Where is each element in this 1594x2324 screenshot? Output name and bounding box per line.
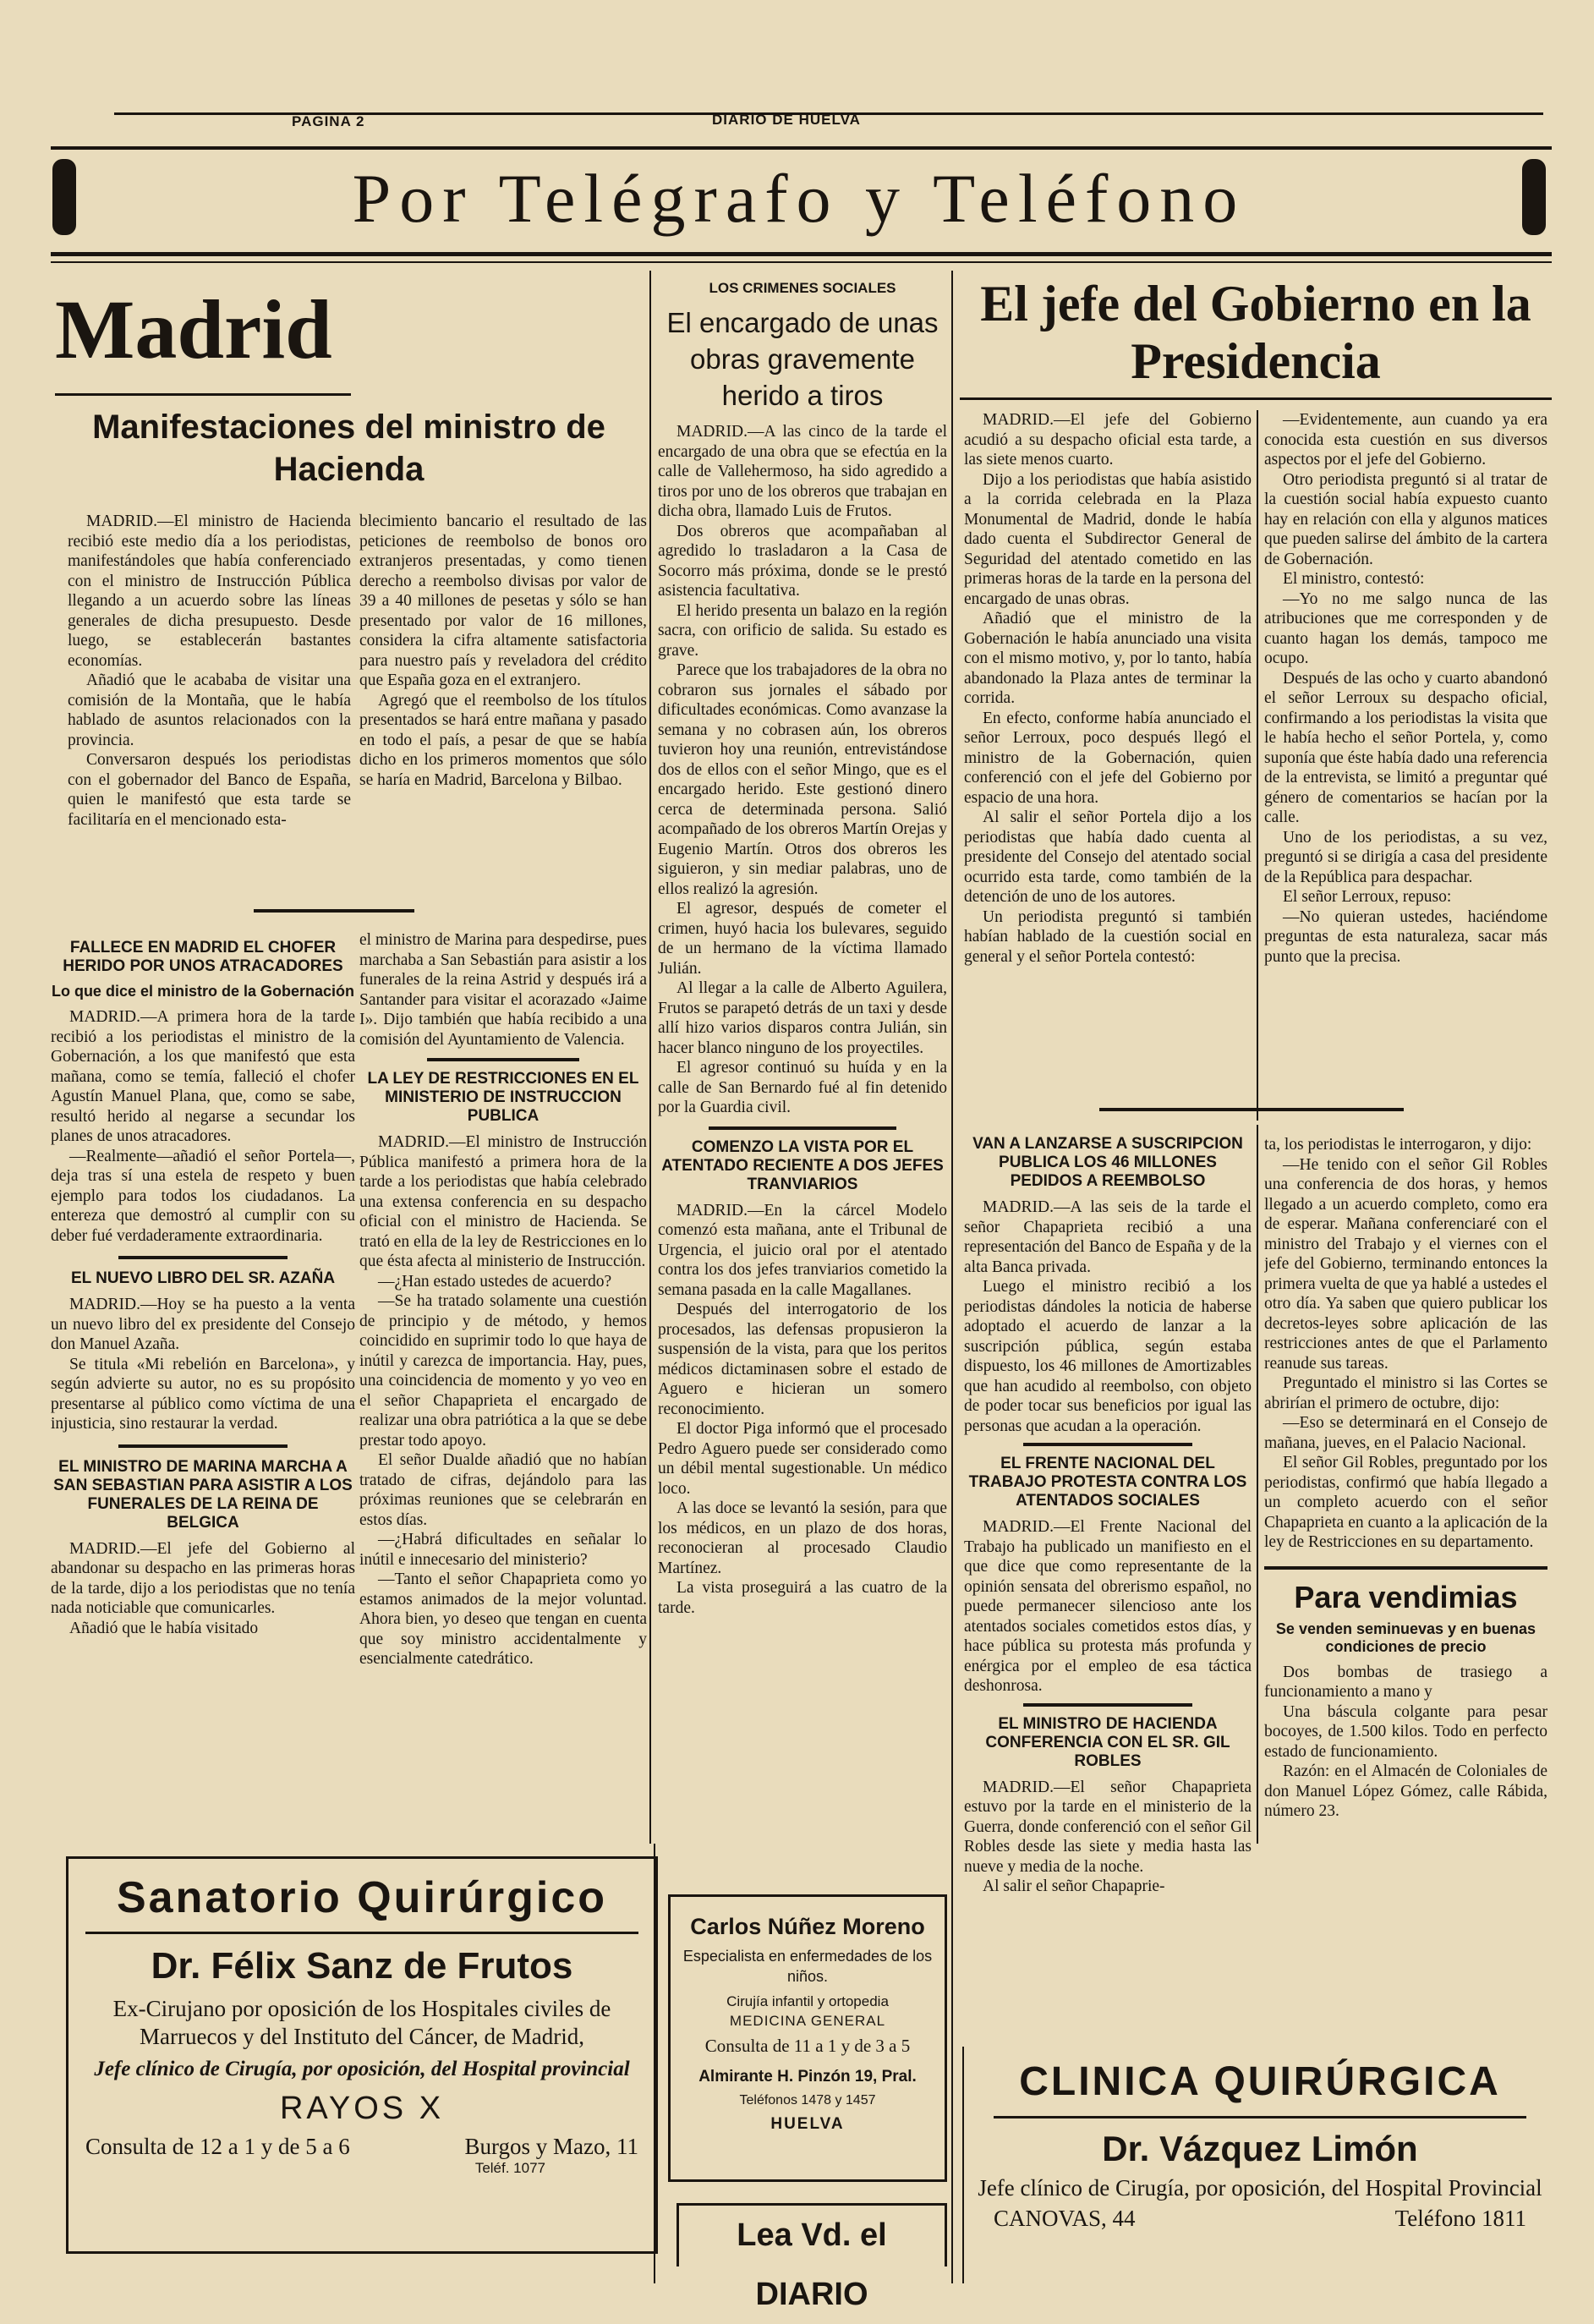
hacienda-body bbox=[964, 1778, 1252, 1897]
vista-body bbox=[658, 1201, 947, 1619]
paragraph: —¿Habrá dificultades en señalar lo inútil e innecesario del ministerio? bbox=[359, 1531, 647, 1569]
paragraph: blecimiento bancario el resultado de las peticiones de reembolso de bonos oro extranjeros presentadas, y como tienen derecho a reembolso divisas por valor de 39 a 40 millones de pesetas y sólo se han presentado por valor de 16 millones, considera la cifra altamente satisfactoria para nuestro país y reveladora del crédito que España goza en el extranjero. bbox=[359, 512, 647, 689]
sanatorio-address: Burgos y Mazo, 11 bbox=[464, 2134, 638, 2159]
paragraph: El agresor continuó su huída y en la calle de San Bernardo fué al fin detenido por la Guardia civil. bbox=[658, 1059, 947, 1116]
page-number: PAGINA 2 bbox=[292, 113, 365, 129]
clinica-address: CANOVAS, 44 bbox=[994, 2206, 1136, 2231]
paragraph: Al salir el señor Chapaprie- bbox=[983, 1877, 1165, 1895]
paragraph: Se titula «Mi rebelión en Barcelona», y según advierte su autor, no es su propósito presentarse al público como víctima de una injusticia, sino restaurar la verdad. bbox=[51, 1355, 355, 1433]
vista-headline: COMENZO LA VISTA POR EL ATENTADO RECIENTE A DOS JEFES TRANVIARIOS bbox=[661, 1137, 944, 1193]
sanatorio-phone: Teléf. 1077 bbox=[474, 2160, 545, 2176]
paragraph: Dijo a los periodistas que había asistido a la corrida celebrada en la Plaza Monumental de Madrid, donde le había dado cuenta el Subdirector General de Seguridad del atentado cometido en las primeras horas de la tarde en la persona del encargado de unas obras. bbox=[964, 470, 1252, 608]
chofer-body bbox=[51, 1007, 355, 1246]
paragraph: MADRID.—Hoy se ha puesto a la venta un nuevo libro del ex presidente del Consejo don Manuel Azaña. bbox=[51, 1296, 355, 1353]
vendimias-title: Para vendimias bbox=[1294, 1579, 1518, 1614]
madrid-col2 bbox=[359, 512, 647, 884]
madrid-col1 bbox=[68, 512, 351, 884]
newspaper-name: DIARIO DE HUELVA bbox=[712, 112, 861, 128]
chofer-subheadline: Lo que dice el ministro de la Gobernación bbox=[51, 983, 355, 1000]
clinica-title: CLINICA QUIRÚRGICA bbox=[1019, 2059, 1501, 2104]
nunez-specialty: Especialista en enfermedades de los niños. bbox=[682, 1948, 933, 1985]
nunez-phones: Teléfonos 1478 y 1457 bbox=[739, 2093, 876, 2107]
sanatorio-hours: Consulta de 12 a 1 y de 5 a 6 bbox=[85, 2134, 350, 2159]
jefe-col2 bbox=[1264, 410, 1547, 1121]
paragraph: Después de las ocho y cuarto abandonó el señor Lerroux su despacho oficial, confirmando a los periodistas la visita que le había hecho el señor Portela, y, como suponía que éste había dado una referencia de la entrevista, se limitó a preguntar qué género de comentarios se hacían por la calle. bbox=[1264, 669, 1547, 826]
nunez-hours: Consulta de 11 a 1 y de 3 a 5 bbox=[704, 2036, 911, 2056]
paragraph: Al llegar a la calle de Alberto Aguilera, Frutos se parapetó detrás de un taxi y desde allí hizo varios disparos contra Julián, sin hacer blanco ninguno de los proyectiles. bbox=[658, 979, 947, 1057]
paragraph: El agresor, después de cometer el crimen, huyó hacia los bulevares, seguido de un hermano de la víctima llamado Julián. bbox=[658, 900, 947, 978]
clinica-doctor: Dr. Vázquez Limón bbox=[1102, 2129, 1418, 2168]
hacienda-continuation bbox=[1264, 1135, 1547, 1553]
paragraph: Dos bombas de trasiego a funcionamiento a mano y bbox=[1264, 1663, 1547, 1701]
paragraph: Parece que los trabajadores de la obra no cobraron sus jornales el sábado por dificultades económicas. Como avanzase la semana y no cobrasen aún, los obreros tuvieron hoy una reunión, entrevistándose dos de ellos con el señor Mingo, que es el encargado herido. Este gestionó dinero cerca de determinada persona. Salió acompañado de los obreros Martín Orejas y Eugenio Martín. Otros dos obreros les siguieron, y sin mediar palabras, uno de ellos realizó la agresión. bbox=[658, 661, 947, 898]
madrid-headline: Manifestaciones del ministro de Hacienda bbox=[92, 408, 605, 488]
jefe-col1 bbox=[964, 410, 1252, 1116]
paragraph: Dos obreros que acompañaban al agredido lo trasladaron a la Casa de Socorro más próxima, donde se le prestó asistencia facultativa. bbox=[658, 522, 947, 600]
paragraph: Uno de los periodistas, a su vez, preguntó si se dirigía a casa del presidente de la República para despachar. bbox=[1264, 828, 1547, 886]
nunez-medicine: MEDICINA GENERAL bbox=[729, 2013, 886, 2029]
paragraph: MADRID.—El jefe del Gobierno acudió a su despacho oficial esta tarde, a las siete menos cuarto. bbox=[964, 411, 1252, 469]
right-col-a bbox=[964, 1125, 1252, 1895]
vendimias-body bbox=[1264, 1663, 1547, 1822]
ley-body bbox=[359, 1132, 647, 1669]
paragraph: —Eso se determinará en el Consejo de mañana, jueves, en el Palacio Nacional. bbox=[1264, 1414, 1547, 1452]
paragraph: Preguntado el ministro si las Cortes se abrirían el primero de octubre, dijo: bbox=[1264, 1374, 1547, 1412]
ad-nunez bbox=[668, 1894, 947, 2182]
paragraph: —Evidentemente, aun cuando ya era conocida esta cuestión en sus diversos aspectos por el jefe del Gobierno. bbox=[1264, 411, 1547, 469]
paragraph: Una báscula colgante para pesar bocoyes, de 1.500 kilos. Todo en perfecto estado de funcionamiento. bbox=[1264, 1702, 1547, 1761]
left-col-b bbox=[359, 930, 647, 1844]
paragraph: —Se ha tratado solamente una cuestión de principio y de método, y hemos coincidido en suprimir todo lo que haya de inútil y carezca de importancia. Hay, pues, una coincidencia de momento y yo veo en el señor Chapaprieta el encargado de realizar una obra patriótica a la que se debe prestar todo apoyo. bbox=[359, 1292, 647, 1450]
sanatorio-credentials: Ex-Cirujano por oposición de los Hospitales civiles de Marruecos y del Instituto del Cáncer, de Madrid, bbox=[112, 1996, 611, 2049]
paragraph: Razón: en el Almacén de Coloniales de don Manuel López Gómez, calle Rábida, número 23. bbox=[1264, 1762, 1547, 1820]
paragraph: Al salir el señor Portela dijo a los periodistas que había dado cuenta al presidente del Consejo del atentado social ocurrido esta tarde, como también de la detención de uno de los autores. bbox=[964, 808, 1252, 906]
ad-sanatorio bbox=[66, 1856, 658, 2254]
paragraph: el ministro de Marina para despedirse, pues marchaba a San Sebastián para asistir a los funerales de la reina Astrid y después irá a Santander para visitar el acorazado «Jaime I». Dijo también que había recibido a una comisión del Ayuntamiento de Valencia. bbox=[359, 931, 647, 1049]
nunez-address: Almirante H. Pinzón 19, Pral. bbox=[698, 2068, 917, 2086]
chofer-headline: FALLECE EN MADRID EL CHOFER HERIDO POR UNOS ATRACADORES bbox=[63, 939, 343, 975]
paragraph: Añadió que le acababa de visitar una comisión de la Montaña, que le había hablado de asuntos relacionados con la provincia. bbox=[68, 671, 351, 749]
libro-headline: EL NUEVO LIBRO DEL SR. AZAÑA bbox=[70, 1269, 336, 1287]
ad-lea-diario bbox=[676, 2203, 947, 2312]
paragraph: —Realmente—añadió el señor Portela—, deja tras sí una estela de respeto y buen ejemplo para todos los ciudadanos. La entereza que demostró al cumplir con su deber fué verdaderamente extraordinaria. bbox=[51, 1147, 355, 1245]
paragraph: El señor Lerroux, repuso: bbox=[1283, 888, 1452, 906]
crimenes-body bbox=[658, 422, 947, 1118]
frente-body bbox=[964, 1517, 1252, 1696]
paragraph: El ministro, contestó: bbox=[1283, 570, 1425, 588]
banner-left-ornament bbox=[52, 159, 76, 235]
paragraph: El herido presenta un balazo en la región sacra, con orificio de salida. Su estado es grave. bbox=[658, 601, 947, 660]
paragraph: Un periodista preguntó si también habían hablado de la cuestión social en general y el señor Portela contestó: bbox=[964, 907, 1252, 966]
paragraph: MADRID.—El Frente Nacional del Trabajo ha publicado un manifiesto en el que dice que como representante de la opinión sensata del obrerismo español, no puede permanecer silencioso ante los atentados sociales cometidos estos días, y hace pública su protesta más profunda y enérgica por el empleo de esa táctica deshonrosa. bbox=[964, 1518, 1252, 1695]
sanatorio-doctor: Dr. Félix Sanz de Frutos bbox=[151, 1945, 573, 1987]
paragraph: Añadió que el ministro de la Gobernación le había anunciado una visita con el mismo motivo, y, por lo tanto, había abandonado la Plaza antes de terminar la corrida. bbox=[964, 610, 1252, 707]
nunez-name: Carlos Núñez Moreno bbox=[690, 1914, 925, 1939]
paragraph: A las doce se levantó la sesión, para que los médicos, en un plazo de dos horas, reconocieran al procesado Claudio Martínez. bbox=[658, 1499, 947, 1577]
marina-headline: EL MINISTRO DE MARINA MARCHA A SAN SEBASTIAN PARA ASISTIR A LOS FUNERALES DE LA REINA DE BELGICA bbox=[53, 1457, 353, 1532]
clinica-phone: Teléfono 1811 bbox=[1394, 2206, 1526, 2231]
jefe-headline: El jefe del Gobierno en la Presidencia bbox=[980, 276, 1531, 389]
paragraph: —Tanto el señor Chapaprieta como yo estamos animados de la mejor voluntad. Ahora bien, yo deseo que tengan en cuenta que soy ministro accidentalmente y esencialmente catedrático. bbox=[359, 1570, 647, 1668]
paragraph: El señor Dualde añadió que no habían tratado de cifras, dejándolo para las próximas reuniones que se celebrarán en estos días. bbox=[359, 1451, 647, 1529]
paragraph: El señor Gil Robles, preguntado por los periodistas, confirmó que había llegado a un completo acuerdo con el señor Chapaprieta en cuanto a la aplicación de la ley de Restricciones en su departamento. bbox=[1264, 1454, 1547, 1551]
suscripcion-headline: VAN A LANZARSE A SUSCRIPCION PUBLICA LOS 46 MILLONES PEDIDOS A REEMBOLSO bbox=[972, 1135, 1243, 1190]
paragraph: Luego el ministro recibió a los periodistas dándoles la noticia de haberse adoptado el acuerdo de lanzar a la suscripción pública, según estaba dispuesto, los 46 millones de Amortizables que han acudido al reembolso, con objeto de poder tocar sus beneficios por igual las personas que acudan a la operación. bbox=[964, 1278, 1252, 1435]
paragraph: En efecto, conforme había anunciado el señor Lerroux, poco después llegó el ministro de la Gobernación, quien conferenció con el jefe del Gobierno por espacio de una hora. bbox=[964, 709, 1252, 807]
paragraph: —No quieran ustedes, haciéndome preguntas de esta naturaleza, sacar más punto que la precisa. bbox=[1264, 907, 1547, 966]
paragraph: MADRID.—A las seis de la tarde el señor Chapaprieta recibió a una representación del Banco de España y de la alta Banca privada. bbox=[964, 1198, 1252, 1276]
nunez-surgery: Cirujía infantil y ortopedia bbox=[726, 1993, 889, 2009]
paragraph: Añadió que le había visitado bbox=[69, 1619, 259, 1637]
paragraph: MADRID.—A las cinco de la tarde el encargado de una obra que se efectúa en la calle de Vallehermoso, ha sido agredido a tiros por uno de los obreros que trabajan en dicha obra, llamado Luis de Frutos. bbox=[658, 423, 947, 520]
nunez-city: HUELVA bbox=[770, 2115, 845, 2133]
sanatorio-title: Sanatorio Quirúrgico bbox=[116, 1873, 608, 1922]
sanatorio-rayos: RAYOS X bbox=[279, 2091, 445, 2126]
paragraph: MADRID.—En la cárcel Modelo comenzó esta mañana, ante el Tribunal de Urgencia, el juicio oral por el atentado contra los dos jefes tranviarios cometido la semana pasada en la calle Magallanes. bbox=[658, 1201, 947, 1299]
marina-continuation bbox=[359, 930, 647, 1050]
paragraph: —Yo no me salgo nunca de las atribuciones que me corresponden y de cuanto hagan los demás, tampoco me ocupo. bbox=[1264, 589, 1547, 667]
vendimias-subheadline: Se venden seminuevas y en buenas condiciones de precio bbox=[1275, 1620, 1536, 1655]
ley-headline: LA LEY DE RESTRICCIONES EN EL MINISTERIO DE INSTRUCCION PUBLICA bbox=[367, 1070, 639, 1125]
suscripcion-body bbox=[964, 1198, 1252, 1436]
section-banner-title: Por Telégrafo y Teléfono bbox=[352, 160, 1246, 237]
lea-diario-text: Lea Vd. el DIARIO bbox=[737, 2217, 887, 2312]
paragraph: MADRID.—El señor Chapaprieta estuvo por la tarde en el ministerio de la Guerra, donde conferenció con el señor Gil Robles desde las siete y media hasta las nueve y media de la noche. bbox=[964, 1778, 1252, 1876]
frente-headline: EL FRENTE NACIONAL DEL TRABAJO PROTESTA CONTRA LOS ATENTADOS SOCIALES bbox=[968, 1455, 1247, 1510]
paragraph: MADRID.—A primera hora de la tarde recibió a los periodistas el ministro de la Gobernación, a los que manifestó que esta mañana, como se temía, falleció el chofer Agustín Manuel Plana, que, como se sabe, resultó herido al negarse a secundar los planes de unos atracadores. bbox=[51, 1008, 355, 1145]
banner-right-ornament bbox=[1522, 159, 1546, 235]
left-col-a bbox=[51, 930, 355, 1844]
paragraph: ta, los periodistas le interrogaron, y dijo: bbox=[1264, 1136, 1532, 1154]
paragraph: MADRID.—El jefe del Gobierno al abandonar su despacho en las primeras horas de la tarde, dijo a los periodistas que no tenía nada noticiable que comunicarles. bbox=[51, 1539, 355, 1617]
madrid-title: Madrid bbox=[55, 282, 332, 376]
crimenes-kicker: LOS CRIMENES SOCIALES bbox=[709, 280, 896, 296]
crimenes-headline: El encargado de unas obras gravemente herido a tiros bbox=[666, 307, 939, 411]
hacienda-headline: EL MINISTRO DE HACIENDA CONFERENCIA CON EL SR. GIL ROBLES bbox=[985, 1714, 1230, 1770]
paragraph: MADRID.—El ministro de Instrucción Pública manifestó a primera hora de la tarde a los periodistas que había celebrado una extensa conferencia en su despacho oficial con el ministro de Hacienda. Se trató en ella de la ley de Restricciones en lo que ésta afecta al ministerio de Instrucción. bbox=[359, 1133, 647, 1270]
paragraph: Otro periodista preguntó si al tratar de la cuestión social había expuesto cuanto hay en relación con ella y algunos matices que pueden salirse del ámbito de la cartera de Gobernación. bbox=[1264, 470, 1547, 568]
sanatorio-position: Jefe clínico de Cirugía, por oposición, del Hospital provincial bbox=[94, 2058, 630, 2080]
ad-clinica bbox=[968, 2055, 1552, 2279]
paragraph: —He tenido con el señor Gil Robles una conferencia de dos horas, y hemos llegado a un acuerdo completo, como era de esperar. Mañana conferenciaré con el ministro del Trabajo y el viernes con el jefe del Gobierno, terminando entonces la primera vuelta de que ya hablé a ustedes el otro día. Ya saben que quiero publicar los decretos-leyes sobre aplicación de las restricciones antes de que el Parlamento reanude sus tareas. bbox=[1264, 1155, 1547, 1373]
paragraph: Después del interrogatorio de los procesados, las defensas propusieron la suspensión de la vista, para que los peritos médicos dictaminasen sobre el estado de Aguero e hicieran un somero reconocimiento. bbox=[658, 1301, 947, 1418]
paragraph: —¿Han estado ustedes de acuerdo? bbox=[378, 1272, 612, 1291]
paragraph: El doctor Piga informó que el procesado Pedro Aguero puede ser considerado como un débil mental sugestionable. Un médico loco. bbox=[658, 1420, 947, 1498]
middle-col bbox=[658, 279, 947, 1844]
paragraph: MADRID.—El ministro de Hacienda recibió este medio día a los periodistas, manifestándoles que había conferenciado con el ministro de Instrucción Pública llegando a un acuerdo sobre las líneas generales de dicha presupuesto. Desde luego, se establecerán bastantes economías. bbox=[68, 512, 351, 670]
right-col-b bbox=[1264, 1125, 1547, 1844]
libro-body bbox=[51, 1295, 355, 1434]
paragraph: Conversaron después los periodistas con el gobernador del Banco de España, quien le manifestó que esta tarde se facilitaría en el mencionado esta- bbox=[68, 751, 351, 829]
paragraph: Agregó que el reembolso de los títulos presentados se hará entre mañana y pasado en todo el país, a pesar de que se había dicho en los primeros momentos que sólo se haría en Madrid, Barcelona y Bilbao. bbox=[359, 691, 647, 789]
paragraph: La vista proseguirá a las cuatro de la tarde. bbox=[658, 1579, 947, 1617]
clinica-position: Jefe clínico de Cirugía, por oposición, del Hospital Provincial bbox=[978, 2175, 1542, 2201]
marina-body bbox=[51, 1539, 355, 1639]
